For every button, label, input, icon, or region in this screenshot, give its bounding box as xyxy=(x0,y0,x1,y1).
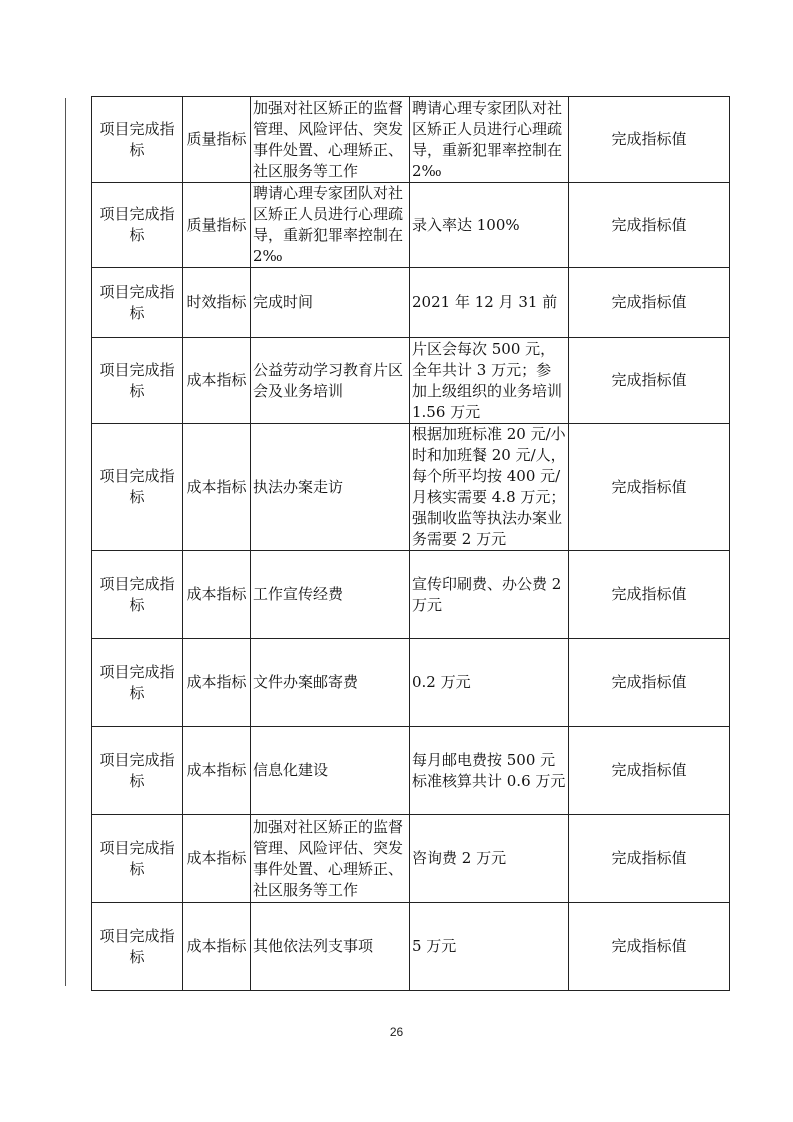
indicator-value-cell: 片区会每次 500 元，全年共计 3 万元；参加上级组织的业务培训 1.56 万元 xyxy=(410,338,569,424)
table-row xyxy=(92,903,730,991)
indicator-value-cell: 宣传印刷费、办公费 2 万元 xyxy=(410,551,569,639)
standard-cell: 完成指标值 xyxy=(569,424,730,551)
indicator-type-cell: 时效指标 xyxy=(183,268,251,338)
category-cell: 项目完成指标 xyxy=(92,727,183,815)
category-cell: 项目完成指标 xyxy=(92,815,183,903)
standard-cell: 完成指标值 xyxy=(569,338,730,424)
table-row xyxy=(92,338,730,424)
indicator-value-cell: 根据加班标准 20 元/小时和加班餐 20 元/人，每个所平均按 400 元/月核实需要 4.8 万元；强制收监等执法办案业务需要 2 万元 xyxy=(410,424,569,551)
standard-cell: 完成指标值 xyxy=(569,268,730,338)
indicator-type-cell: 成本指标 xyxy=(183,639,251,727)
indicator-value-cell: 5 万元 xyxy=(410,903,569,991)
indicator-type-cell: 成本指标 xyxy=(183,424,251,551)
category-cell: 项目完成指标 xyxy=(92,903,183,991)
indicator-type-cell: 质量指标 xyxy=(183,97,251,183)
standard-cell: 完成指标值 xyxy=(569,183,730,268)
performance-indicator-table xyxy=(91,96,730,991)
indicator-item-cell: 信息化建设 xyxy=(251,727,410,815)
category-cell: 项目完成指标 xyxy=(92,97,183,183)
indicator-type-cell: 成本指标 xyxy=(183,815,251,903)
category-cell: 项目完成指标 xyxy=(92,639,183,727)
margin-line xyxy=(65,98,66,986)
indicator-type-cell: 质量指标 xyxy=(183,183,251,268)
indicator-type-cell: 成本指标 xyxy=(183,727,251,815)
indicator-type-cell: 成本指标 xyxy=(183,338,251,424)
table-row xyxy=(92,183,730,268)
standard-cell: 完成指标值 xyxy=(569,903,730,991)
indicator-item-cell: 完成时间 xyxy=(251,268,410,338)
indicator-item-cell: 加强对社区矫正的监督管理、风险评估、突发事件处置、心理矫正、社区服务等工作 xyxy=(251,97,410,183)
indicator-item-cell: 工作宣传经费 xyxy=(251,551,410,639)
category-cell: 项目完成指标 xyxy=(92,268,183,338)
indicator-type-cell: 成本指标 xyxy=(183,551,251,639)
indicator-value-cell: 2021 年 12 月 31 前 xyxy=(410,268,569,338)
indicator-value-cell: 聘请心理专家团队对社区矫正人员进行心理疏导，重新犯罪率控制在 2‰ xyxy=(410,97,569,183)
indicator-value-cell: 0.2 万元 xyxy=(410,639,569,727)
indicator-item-cell: 其他依法列支事项 xyxy=(251,903,410,991)
indicator-type-cell: 成本指标 xyxy=(183,903,251,991)
category-cell: 项目完成指标 xyxy=(92,551,183,639)
standard-cell: 完成指标值 xyxy=(569,815,730,903)
table-row xyxy=(92,268,730,338)
standard-cell: 完成指标值 xyxy=(569,639,730,727)
table-row xyxy=(92,424,730,551)
indicator-item-cell: 文件办案邮寄费 xyxy=(251,639,410,727)
table-row xyxy=(92,551,730,639)
table-row xyxy=(92,97,730,183)
indicator-item-cell: 执法办案走访 xyxy=(251,424,410,551)
table-row xyxy=(92,727,730,815)
page-number: 26 xyxy=(389,1025,404,1039)
standard-cell: 完成指标值 xyxy=(569,551,730,639)
standard-cell: 完成指标值 xyxy=(569,727,730,815)
indicator-value-cell: 录入率达 100% xyxy=(410,183,569,268)
category-cell: 项目完成指标 xyxy=(92,424,183,551)
table-row xyxy=(92,815,730,903)
indicator-item-cell: 加强对社区矫正的监督管理、风险评估、突发事件处置、心理矫正、社区服务等工作 xyxy=(251,815,410,903)
standard-cell: 完成指标值 xyxy=(569,97,730,183)
category-cell: 项目完成指标 xyxy=(92,183,183,268)
indicator-value-cell: 咨询费 2 万元 xyxy=(410,815,569,903)
category-cell: 项目完成指标 xyxy=(92,338,183,424)
indicator-item-cell: 公益劳动学习教育片区会及业务培训 xyxy=(251,338,410,424)
table-row xyxy=(92,639,730,727)
indicator-value-cell: 每月邮电费按 500 元标准核算共计 0.6 万元 xyxy=(410,727,569,815)
indicator-item-cell: 聘请心理专家团队对社区矫正人员进行心理疏导，重新犯罪率控制在 2‰ xyxy=(251,183,410,268)
